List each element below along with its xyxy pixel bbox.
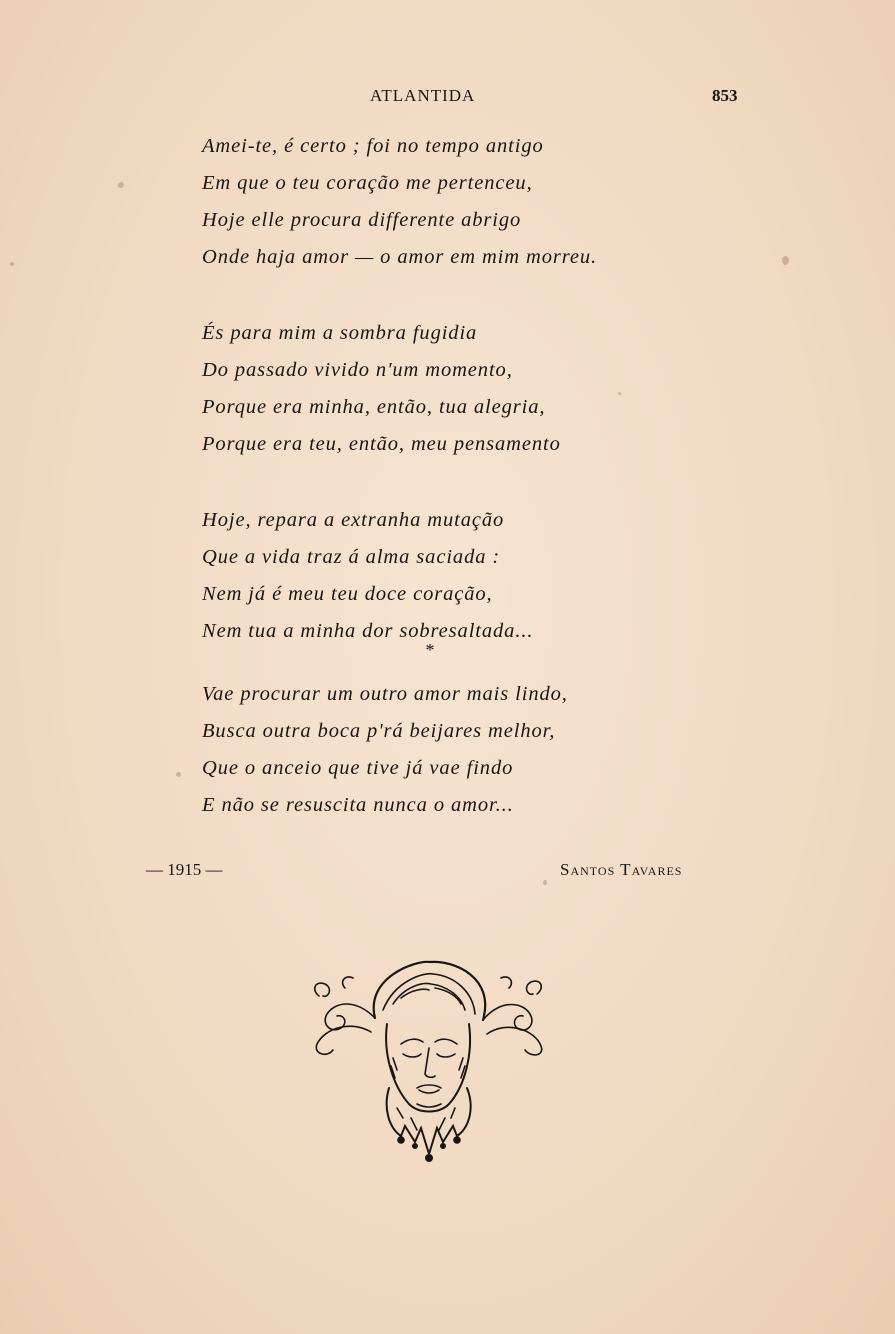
paper-speck bbox=[782, 256, 789, 265]
stanza bbox=[202, 502, 722, 650]
stanza bbox=[202, 315, 722, 463]
verse-line: Nem tua a minha dor sobresaltada... bbox=[202, 620, 534, 642]
verse-line: Hoje elle procura differente abrigo bbox=[202, 209, 522, 231]
verse-line: Do passado vivido n'um momento, bbox=[202, 359, 513, 381]
verse-line: Nem já é meu teu doce coração, bbox=[202, 583, 493, 605]
verse-line: Em que o teu coração me pertenceu, bbox=[202, 172, 533, 194]
verse-line: Que a vida traz á alma saciada : bbox=[202, 546, 501, 568]
woman-face-vignette-icon bbox=[305, 958, 550, 1168]
verse-line: Busca outra boca p'rá beijares melhor, bbox=[202, 720, 556, 742]
verse-line: E não se resuscita nunca o amor... bbox=[202, 794, 514, 816]
verse-line: És para mim a sombra fugidia bbox=[202, 322, 478, 344]
verse-line: Vae procurar um outro amor mais lindo, bbox=[202, 683, 568, 705]
stanza bbox=[202, 128, 722, 276]
verse-line: Hoje, repara a extranha mutação bbox=[202, 509, 505, 531]
poem-date: — 1915 — bbox=[146, 860, 223, 879]
paper-speck bbox=[118, 182, 124, 188]
verse-line: Porque era teu, então, meu pensamento bbox=[202, 433, 561, 455]
author-signature: Santos Tavares bbox=[560, 860, 683, 879]
final-stanza bbox=[202, 676, 722, 824]
page-number: 853 bbox=[712, 86, 738, 105]
running-title: ATLANTIDA bbox=[370, 86, 476, 105]
verse-line: Amei-te, é certo ; foi no tempo antigo bbox=[202, 135, 544, 157]
paper-speck bbox=[10, 262, 14, 266]
running-header bbox=[0, 86, 895, 110]
verse-line: Porque era minha, então, tua alegria, bbox=[202, 396, 546, 418]
poem-body bbox=[202, 128, 722, 689]
paper-speck bbox=[176, 772, 181, 777]
verse-line: Que o anceio que tive já vae findo bbox=[202, 757, 514, 779]
paper-speck bbox=[543, 880, 547, 885]
asterisk-separator: * bbox=[425, 640, 435, 660]
verse-line: Onde haja amor — o amor em mim morreu. bbox=[202, 246, 598, 268]
